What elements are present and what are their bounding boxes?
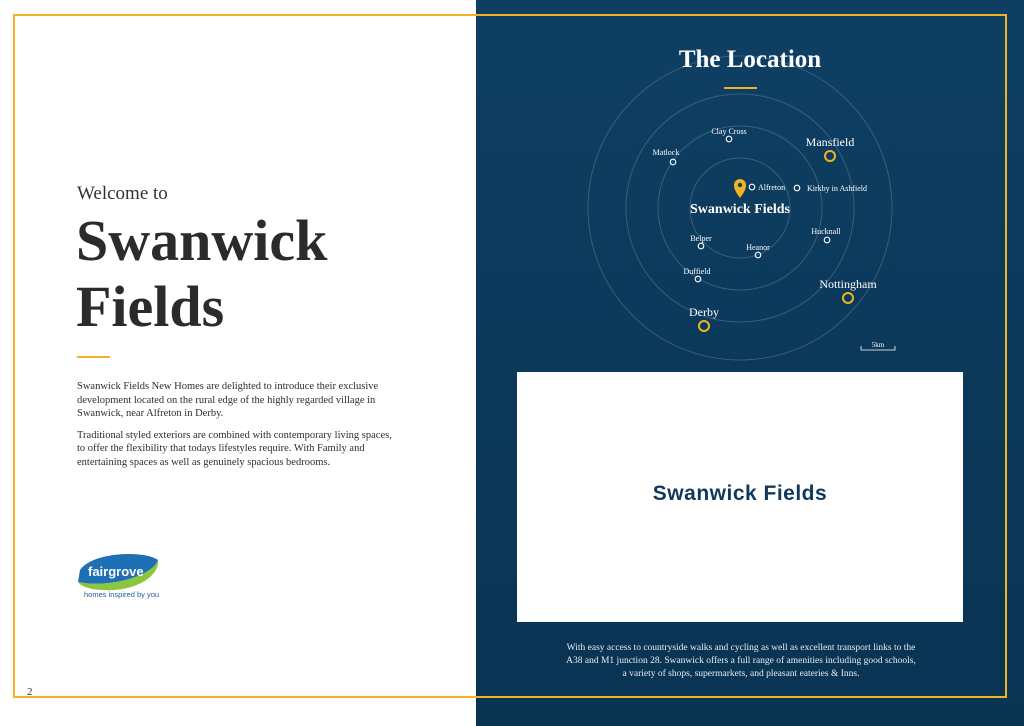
location-divider (724, 87, 757, 89)
label-alfreton: Alfreton (758, 183, 786, 192)
label-duffield: Duffield (683, 267, 711, 276)
marker-kirkby (794, 185, 800, 191)
marker-derby (699, 321, 709, 331)
scale-label: 5km (871, 341, 885, 349)
label-belper: Belper (690, 234, 712, 243)
logo-wordmark: fairgrove (88, 564, 144, 579)
location-pin-icon (734, 179, 746, 198)
image-caption: Swanwick Fields (652, 482, 828, 505)
marker-mansfield (825, 151, 835, 161)
marker-belper (698, 243, 704, 249)
development-title (76, 208, 327, 340)
marker-nottingham (843, 293, 853, 303)
label-swanwick-fields: Swanwick Fields (690, 202, 790, 217)
title-line-1: Swanwick (76, 208, 328, 273)
marker-clay-cross (726, 136, 732, 142)
label-hucknall: Hucknall (811, 227, 841, 236)
marker-hucknall (824, 237, 830, 243)
location-title: The Location (678, 46, 822, 73)
label-clay-cross: Clay Cross (711, 127, 747, 136)
page-number: 2 (27, 686, 33, 698)
development-image (517, 372, 963, 622)
access-text: With easy access to countryside walks and cycling as well as excellent transport links to the A38 and M1 junction 28. Swanwick offers a full range of amenities including good schools, a variety of shops, supermarkets, and pleasant eateries & Inns. (566, 643, 916, 679)
title-line-2: Fields (76, 274, 225, 339)
label-kirkby: Kirkby in Ashfield (807, 184, 867, 193)
marker-alfreton (749, 184, 755, 190)
intro-paragraph-1: Swanwick Fields New Homes are delighted to introduce their exclusive development located on the rural edge of the highly regarded village in Swanwick, near Alfreton in Derby. (77, 381, 379, 419)
label-derby: Derby (689, 305, 719, 319)
logo-tagline: homes inspired by you (84, 590, 160, 599)
intro-paragraph-2: Traditional styled exteriors are combined with contemporary living spaces, to offer the flexibility that todays lifestyles require. With Family and entertaining spaces as well as genuinely spacious bedrooms. (77, 429, 392, 468)
accent-divider (77, 356, 110, 358)
welcome-heading: Welcome to (77, 183, 168, 204)
intro-text (77, 380, 397, 477)
label-nottingham: Nottingham (819, 277, 877, 291)
label-matlock: Matlock (652, 148, 680, 157)
label-mansfield: Mansfield (805, 135, 855, 149)
label-heanor: Heanor (746, 243, 770, 252)
